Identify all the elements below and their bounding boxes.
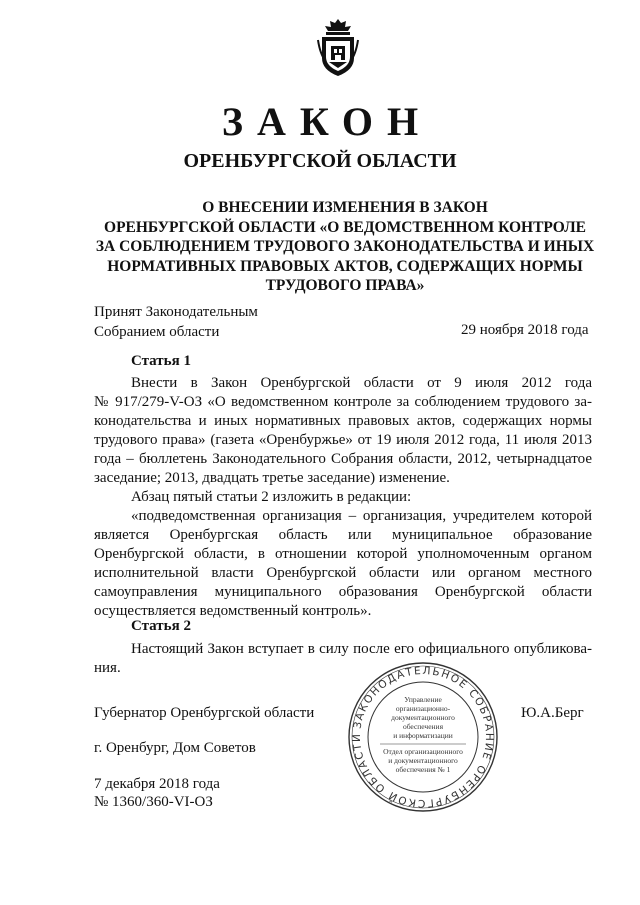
text-line: является Оренбургская область или муниципальное образование (94, 527, 592, 543)
svg-text:документационного: документационного (391, 713, 455, 722)
law-name-line: НОРМАТИВНЫХ ПРАВОВЫХ АКТОВ, СОДЕРЖАЩИХ НОРМЫ (107, 257, 583, 275)
text-line: трудового права» (газета «Оренбуржье» от 19 июля 2012 года, 11 июля 2013 (94, 432, 592, 448)
law-number: № 1360/360-VI-ОЗ (94, 794, 213, 810)
law-name-line: ЗА СОБЛЮДЕНИЕМ ТРУДОВОГО ЗАКОНОДАТЕЛЬСТВА И ИНЫХ (95, 238, 595, 255)
signing-place: г. Оренбург, Дом Советов (94, 740, 256, 756)
text-line: осуществляется ведомственный контроль». (94, 603, 372, 619)
svg-text:Отдел организационного: Отдел организационного (383, 747, 463, 756)
document-title: ЗАКОН (221, 99, 433, 144)
governor-name: Ю.А.Берг (521, 705, 584, 721)
text-line: года – бюллетень Законодательного Собрания области, 2012, четырнадцатое (94, 451, 592, 467)
text-line: ния. (94, 660, 121, 676)
adoption-line: Принят Законодательным (94, 304, 258, 320)
article-1-paragraph-1 (94, 374, 592, 488)
official-stamp (346, 660, 500, 814)
adoption-line: Собранием области (94, 324, 220, 340)
article-1-heading: Статья 1 (131, 353, 191, 369)
law-name-line: ОРЕНБУРГСКОЙ ОБЛАСТИ «О ВЕДОМСТВЕННОМ КОНТРОЛЕ (104, 218, 586, 236)
article-1-paragraph-3 (94, 507, 592, 621)
text-line: № 917/279-V-ОЗ «О ведомственном контроле за соблюдением трудового за- (94, 394, 592, 410)
text-line: Абзац пятый статьи 2 изложить в редакции: (131, 489, 412, 505)
coat-of-arms-icon (316, 18, 360, 78)
signing-date: 7 декабря 2018 года (94, 776, 220, 792)
svg-text:и информатизации: и информатизации (393, 731, 453, 740)
adoption-info (94, 302, 258, 342)
text-line: исполнительной власти Оренбургской области или органом местного (94, 565, 592, 581)
text-line: Оренбургской области, в отношении которой уполномоченным органом (94, 546, 592, 562)
svg-text:Управление: Управление (404, 695, 442, 704)
text-line: конодательства и иных нормативных правовых актов, содержащих нормы (94, 413, 592, 429)
law-name-line: О ВНЕСЕНИИ ИЗМЕНЕНИЯ В ЗАКОН (202, 199, 488, 216)
article-1-paragraph-2 (94, 488, 592, 507)
svg-text:обеспечения: обеспечения (402, 722, 444, 731)
svg-text:ЗАКОНОДАТЕЛЬНОЕ СОБРАНИЕ ОРЕНБ: ЗАКОНОДАТЕЛЬНОЕ СОБРАНИЕ ОРЕНБУРГСКОЙ ОБЛАСТИ (350, 664, 496, 810)
text-line: заседание; 2013, двадцать третье заседание) изменение. (94, 470, 450, 486)
article-2-heading: Статья 2 (131, 618, 191, 634)
adoption-date: 29 ноября 2018 года (461, 322, 589, 338)
svg-text:обеспечения № 1: обеспечения № 1 (395, 765, 451, 774)
text-line: самоуправления муниципального образования Оренбургской области (94, 584, 592, 600)
svg-text:и документационного: и документационного (388, 756, 458, 765)
text-line: Настоящий Закон вступает в силу после его официального опубликова- (131, 641, 592, 657)
law-name-line: ТРУДОВОГО ПРАВА» (265, 277, 425, 294)
document-subtitle: ОРЕНБУРГСКОЙ ОБЛАСТИ (183, 150, 457, 172)
governor-label: Губернатор Оренбургской области (94, 705, 315, 721)
text-line: Внести в Закон Оренбургской области от 9 июля 2012 года (131, 375, 592, 391)
svg-text:организационно-: организационно- (395, 704, 451, 713)
article-2-paragraph (94, 640, 592, 678)
text-line: «подведомственная организация – организация, учредителем которой (131, 508, 592, 524)
law-name (80, 198, 610, 296)
